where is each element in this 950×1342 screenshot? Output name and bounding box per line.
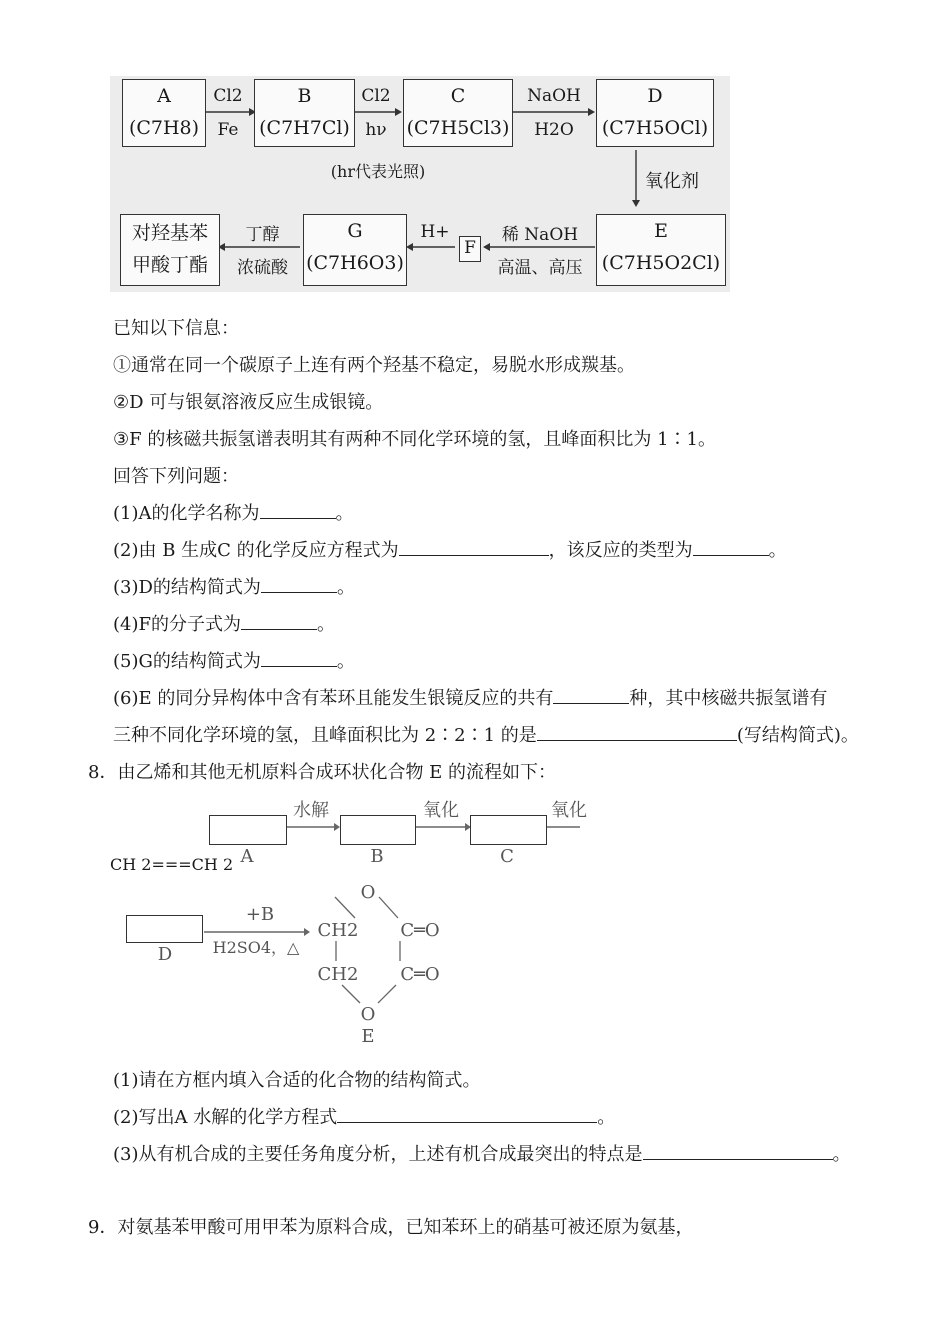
compound-box-A (122, 79, 206, 147)
answer-blank[interactable] (337, 1104, 597, 1123)
answer-blank[interactable] (537, 722, 737, 741)
q7-sub2-end: 。 (768, 540, 787, 561)
q8-flow-diagram (100, 795, 587, 1065)
q7-sub5 (113, 647, 355, 673)
arrow-oxidation-2: 氧化 (551, 800, 587, 821)
info-1: ①通常在同一个碳原子上连有两个羟基不稳定，易脱水形成羰基。 (113, 355, 635, 376)
product-line-2: 甲酸丁酯 (131, 254, 208, 276)
compound-box-D (596, 79, 714, 147)
synthesis-scheme-1 (110, 76, 730, 292)
answer-box-A[interactable] (209, 815, 287, 845)
light-note: (hr代表光照) (330, 162, 426, 181)
q7-sub4 (113, 610, 335, 636)
ethylene-formula: CH 2===CH 2 (110, 855, 234, 874)
reaction-condition: H2SO4，△ (212, 938, 300, 957)
arrow-cd-reagent: NaOH (527, 86, 581, 106)
arrow-ab-reagent: Cl2 (213, 86, 243, 106)
q8-sub3-end: 。 (832, 1144, 851, 1165)
arrow-de-oxidant: 氧化剂 (645, 171, 699, 192)
compound-C-formula: (C7H5Cl3) (406, 117, 510, 139)
arrow-cd-solvent: H2O (534, 120, 574, 140)
ring-ch2-2: CH2 (317, 964, 359, 985)
compound-box-G (303, 214, 407, 286)
compound-B-letter: B (297, 85, 312, 107)
label-D: D (157, 944, 173, 965)
answer-blank[interactable] (693, 537, 769, 556)
compound-box-E (596, 214, 726, 286)
ring-oxygen-bottom: O (360, 1004, 376, 1025)
q7-sub6-text-c: 三种不同化学环境的氢，且峰面积比为 2∶2∶1 的是 (113, 725, 537, 746)
q7-sub1-text: (1)A的化学名称为 (113, 503, 260, 524)
compound-B-formula: (C7H7Cl) (259, 117, 350, 139)
q7-sub2 (113, 536, 787, 562)
arrow-ef-condition: 高温、高压 (497, 258, 583, 278)
q8-sub2 (113, 1103, 615, 1129)
info-3: ③F 的核磁共振氢谱表明其有两种不同化学环境的氢，且峰面积比为 1∶1。 (113, 429, 716, 450)
compound-D-letter: D (647, 85, 663, 107)
q8-sub1: (1)请在方框内填入合适的化合物的结构简式。 (113, 1070, 481, 1091)
q7-sub5-text: (5)G的结构简式为 (113, 651, 261, 672)
compound-D-formula: (C7H5OCl) (601, 117, 709, 139)
compound-box-B (254, 79, 355, 147)
q8-sub2-end: 。 (597, 1107, 616, 1128)
arrow-hydrolysis: 水解 (293, 800, 329, 821)
answer-blank[interactable] (399, 537, 549, 556)
ring-oxygen-top: O (360, 882, 376, 903)
q7-sub6-text-b: 种，其中核磁共振氢谱有 (629, 688, 828, 709)
answer-heading: 回答下列问题： (113, 466, 239, 487)
compound-box-C (403, 79, 513, 147)
q7-sub3 (113, 573, 355, 599)
q7-sub1-end: 。 (335, 503, 354, 524)
q7-sub5-end: 。 (336, 651, 355, 672)
ring-carbonyl-2: C═O (400, 964, 440, 985)
answer-box-B[interactable] (340, 815, 416, 845)
arrow-gp-catalyst: 浓硫酸 (237, 258, 288, 278)
label-C: C (500, 846, 514, 867)
q7-sub4-end: 。 (317, 614, 335, 635)
q7-sub3-end: 。 (336, 577, 355, 598)
compound-A-formula: (C7H8) (128, 117, 200, 139)
arrow-bc-reagent: Cl2 (361, 86, 391, 106)
ring-ch2-1: CH2 (317, 920, 359, 941)
q7-sub2-text: (2)由 B 生成C 的化学反应方程式为 (113, 540, 399, 561)
answer-blank[interactable] (260, 500, 336, 519)
info-2: ②D 可与银氨溶液反应生成银镜。 (113, 392, 384, 413)
answer-blank[interactable] (261, 574, 337, 593)
q7-sub1 (113, 499, 354, 525)
q8-sub3-text: (3)从有机合成的主要任务角度分析，上述有机合成最突出的特点是 (113, 1144, 643, 1165)
compound-E-label: E (361, 1026, 375, 1047)
label-B: B (370, 846, 384, 867)
arrow-ab-catalyst: Fe (217, 120, 239, 140)
q7-sub3-text: (3)D的结构简式为 (113, 577, 261, 598)
compound-E-formula: (C7H5O2Cl) (601, 252, 721, 274)
answer-blank[interactable] (553, 685, 629, 704)
compound-C-letter: C (450, 85, 466, 107)
known-info-heading: 已知以下信息： (113, 318, 239, 339)
q7-sub6-text-a: (6)E 的同分异构体中含有苯环且能发生银镜反应的共有 (113, 688, 554, 709)
arrow-gp-alcohol: 丁醇 (245, 225, 280, 245)
answer-box-D[interactable] (126, 915, 203, 943)
plus-B: +B (245, 904, 275, 925)
answer-blank[interactable] (261, 648, 337, 667)
compound-E-letter: E (654, 220, 668, 242)
q7-sub2-mid: ，该反应的类型为 (548, 540, 693, 561)
q8-title: 8．由乙烯和其他无机原料合成环状化合物 E 的流程如下： (88, 762, 557, 783)
q7-sub6-line2 (113, 721, 859, 747)
arrow-ef-reagent: 稀 NaOH (501, 225, 579, 245)
ring-carbonyl-1: C═O (400, 920, 440, 941)
product-box (120, 214, 220, 286)
compound-G-letter: G (347, 220, 363, 242)
q7-sub6-line1 (113, 684, 827, 710)
arrow-fg-acid: H+ (420, 222, 450, 242)
answer-blank[interactable] (241, 611, 317, 630)
arrow-oxidation-1: 氧化 (423, 800, 459, 821)
compound-G-formula: (C7H6O3) (306, 252, 404, 274)
product-line-1: 对羟基苯 (131, 222, 208, 244)
q7-sub6-text-d: (写结构简式)。 (736, 725, 859, 746)
q7-sub4-text: (4)F的分子式为 (113, 614, 241, 635)
compound-A-letter: A (157, 85, 171, 107)
arrow-bc-condition: hν (365, 120, 387, 140)
q8-sub2-text: (2)写出A 水解的化学方程式 (113, 1107, 338, 1128)
compound-box-F: F (459, 236, 481, 262)
q9-text: 9．对氨基苯甲酸可用甲苯为原料合成，已知苯环上的硝基可被还原为氨基， (88, 1217, 694, 1238)
q8-sub3 (113, 1140, 851, 1166)
label-A: A (240, 846, 254, 867)
answer-box-C[interactable] (470, 815, 547, 845)
answer-blank[interactable] (643, 1141, 833, 1160)
